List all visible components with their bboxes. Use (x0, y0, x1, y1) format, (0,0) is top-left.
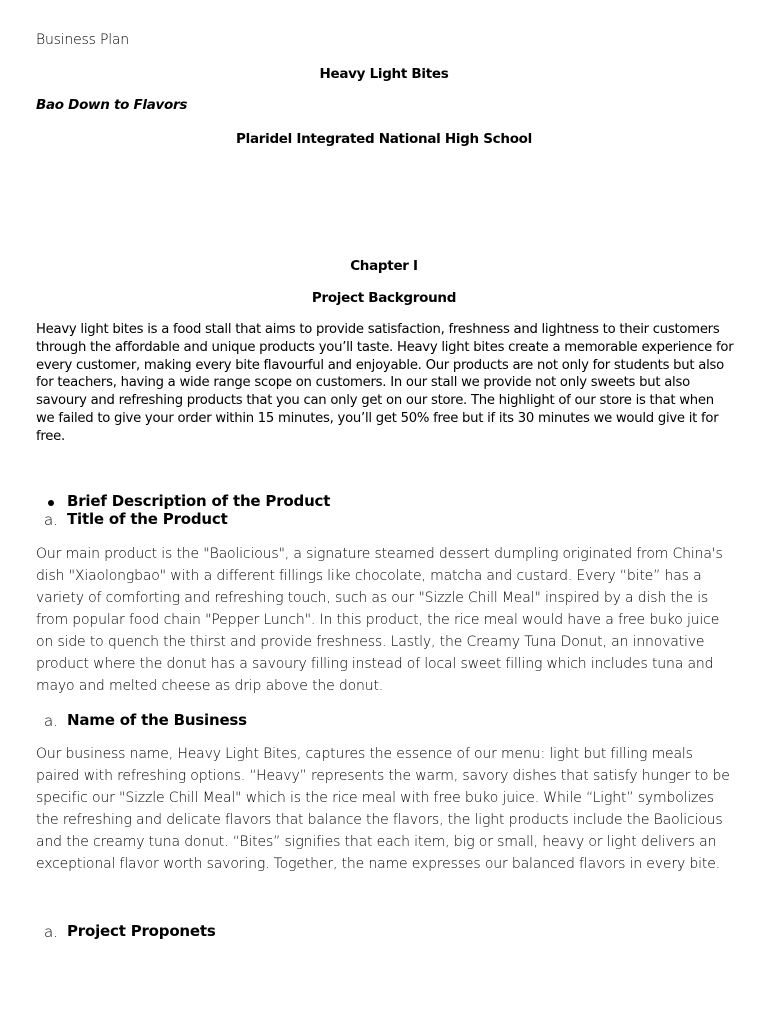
title-of-product-paragraph: Our main product is the "Baolicious", a signature steamed dessert dumpling originated from China's dish "Xiaolongbao" with a different fillings like chocolate, matcha and custard. Every “bite” has a variety of comforting and refreshing touch, such as our "Sizzle Chill Meal" inspired by a dish the is from popular food chain "Pepper Lunch". In this product, the rice meal would have a free buko juice on side to quench the thirst and provide freshness. Lastly, the Creamy Tuna Donut, an innovative product where the donut has a savoury filling instead of local sweet filling which includes tuna and mayo and melted cheese as drip above the donut. (36, 546, 723, 694)
list-marker: a. (44, 923, 58, 941)
heading-project-proponents: Project Proponets (67, 922, 216, 940)
section-title-project-background: Project Background (311, 290, 457, 306)
business-tagline: Bao Down to Flavors (36, 97, 188, 113)
bullet-dot-icon (48, 500, 54, 506)
business-title: Heavy Light Bites (319, 66, 449, 82)
school-name: Plaridel Integrated National High School (236, 131, 532, 147)
project-background-paragraph: Heavy light bites is a food stall that aims to provide satisfaction, freshness and lightness to their customers through the affordable and unique products you’ll taste. Heavy light bites create a memorable experience for every customer, making every bite flavourful and enjoyable. Our products are not only for students but also for teachers, having a wide range scope on customers. In our stall we provide not only sweets but also savoury and refreshing products that you can only get on our store. The highlight of our store is that when we failed to give your order within 15 minutes, you’ll get 50% free but if its 30 minutes we would give it for free. (36, 322, 734, 444)
heading-name-of-business: Name of the Business (67, 711, 247, 729)
list-marker: a. (44, 712, 58, 730)
heading-brief-description: Brief Description of the Product (67, 492, 331, 510)
chapter-number: Chapter I (350, 258, 418, 274)
list-marker: a. (44, 511, 58, 529)
document-label: Business Plan (36, 32, 129, 48)
name-of-business-paragraph: Our business name, Heavy Light Bites, captures the essence of our menu: light but filling meals paired with refreshing options. “Heavy” represents the warm, savory dishes that satisfy hunger to be specific our "Sizzle Chill Meal" which is the rice meal with free buko juice. While “Light” symbolizes the refreshing and delicate flavors that balance the flavors, the light products include the Baolicious and the creamy tuna donut. “Bites” signifies that each item, big or small, heavy or light delivers an exceptional flavor worth savoring. Together, the name expresses our balanced flavors in every bite. (36, 746, 730, 872)
heading-title-of-product: Title of the Product (67, 510, 228, 528)
